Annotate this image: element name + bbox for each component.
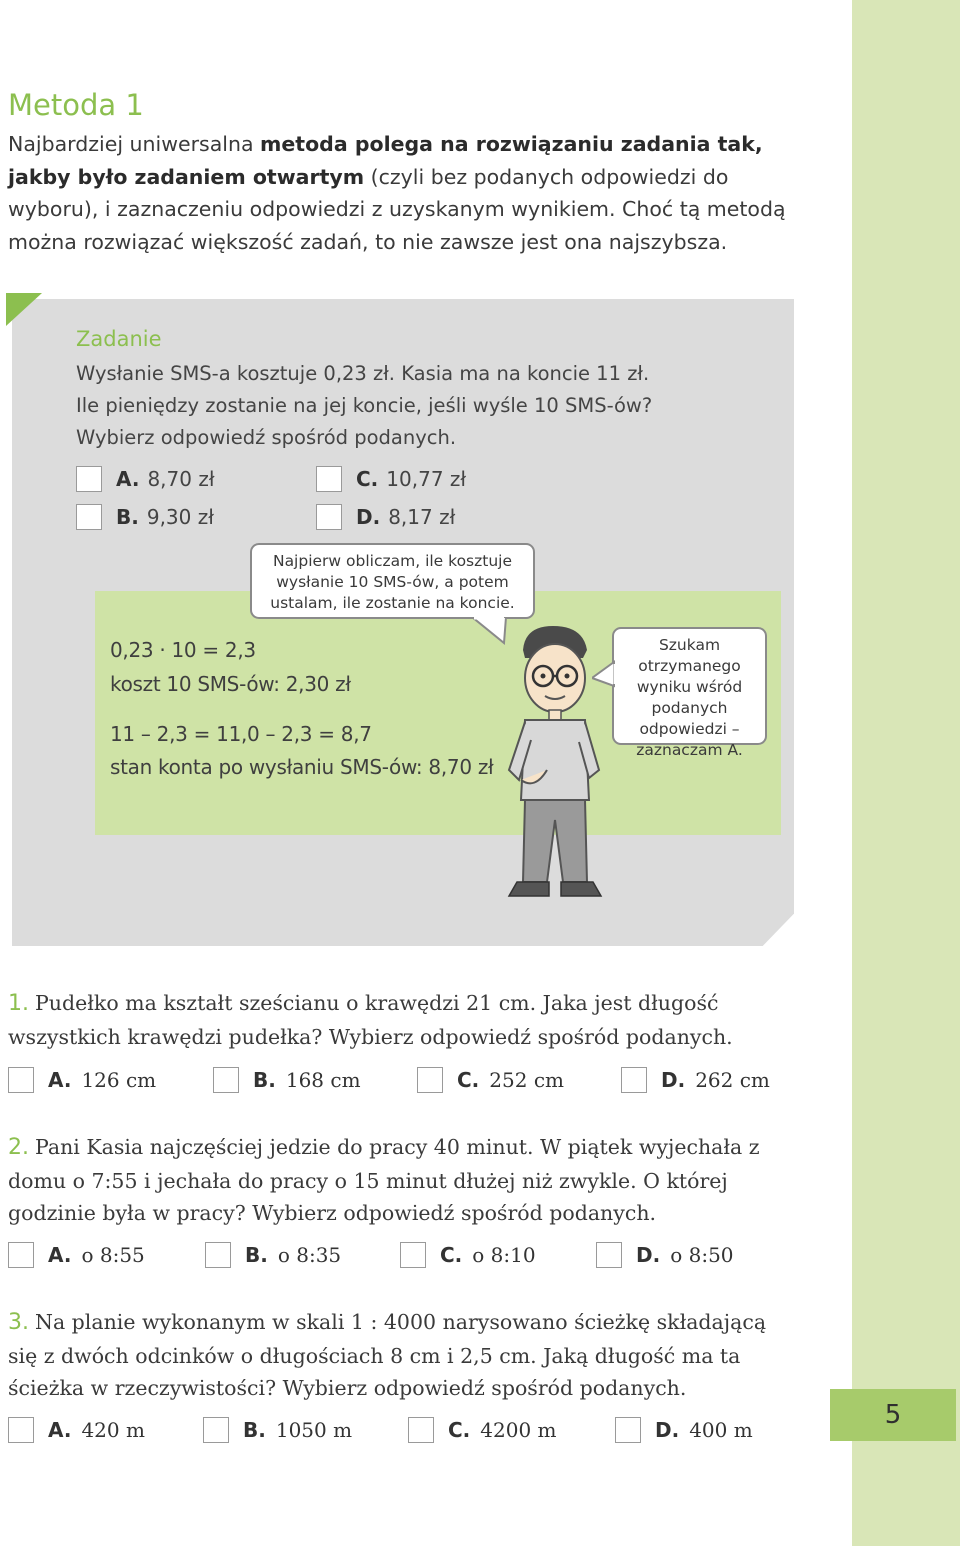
option-letter: D. [655,1418,680,1442]
question-3 [8,1306,794,1405]
checkbox[interactable] [76,466,102,492]
q3-option-c [408,1417,557,1443]
option-value: o 8:10 [472,1243,536,1267]
q1-option-c [417,1067,564,1093]
example-option-b [76,504,214,530]
checkbox[interactable] [417,1067,443,1093]
q3-option-d [615,1417,753,1443]
q2-option-b [205,1242,341,1268]
example-line-3: Wybierz odpowiedź spośród podanych. [76,426,457,449]
side-strip [852,0,960,1546]
option-letter: C. [448,1418,471,1442]
option-value: o 8:35 [277,1243,342,1267]
intro-text-2: (czyli bez podanych odpowiedzi do wyboru), i zaznaczeniu odpowiedzi z uzyskanym wynikiem. Choć tą metodą można rozwiązać większość zadań, to nie zawsze jest ona najszybsza. [8,164,786,254]
option-letter: A. [48,1418,72,1442]
example-option-d [316,504,455,530]
checkbox[interactable] [213,1067,239,1093]
question-1 [8,987,794,1053]
boy-illustration-icon [495,620,615,910]
option-letter: A. [48,1243,72,1267]
checkbox[interactable] [316,504,342,530]
option-letter: B. [116,505,139,529]
option-value: 4200 m [480,1418,557,1442]
option-value: 400 m [689,1418,753,1442]
option-letter: D. [356,505,381,529]
intro-paragraph [8,128,794,258]
option-value: 8,70 zł [147,467,215,491]
q2-option-d [596,1242,734,1268]
option-value: o 8:55 [81,1243,145,1267]
option-letter: D. [636,1243,661,1267]
option-letter: A. [116,467,140,491]
checkbox[interactable] [596,1242,622,1268]
section-title: Metoda 1 [8,88,144,122]
example-line-2: Ile pieniędzy zostanie na jej koncie, jeśli wyśle 10 SMS-ów? [76,394,653,417]
calc-line-3: 11 – 2,3 = 11,0 – 2,3 = 8,7 [110,722,372,746]
option-letter: C. [356,467,379,491]
question-number: 3. [8,1310,29,1335]
option-value: 252 cm [489,1068,564,1092]
checkbox[interactable] [8,1067,34,1093]
option-value: 9,30 zł [146,505,214,529]
option-value: 8,17 zł [388,505,456,529]
example-title: Zadanie [76,327,162,351]
q3-option-a [8,1417,145,1443]
checkbox[interactable] [615,1417,641,1443]
example-option-a [76,466,215,492]
checkbox[interactable] [203,1417,229,1443]
checkbox[interactable] [408,1417,434,1443]
checkbox[interactable] [316,466,342,492]
calc-line-1: 0,23 · 10 = 2,3 [110,638,256,662]
example-option-c [316,466,466,492]
speech-bubble-2: Szukam otrzymanego wyniku wśród podanych odpowiedzi – zaznaczam A. [612,627,767,745]
example-text [76,358,776,454]
option-value: 10,77 zł [386,467,467,491]
question-text: Pani Kasia najczęściej jedzie do pracy 40 minut. W piątek wyjechała z domu o 7:55 i jechała do pracy o 15 minut dłużej niż zwykle. O której godzinie była w pracy? Wybierz odpowiedź spośród podanych. [8,1135,760,1225]
q2-option-a [8,1242,145,1268]
checkbox[interactable] [76,504,102,530]
checkbox[interactable] [621,1067,647,1093]
option-letter: A. [48,1068,72,1092]
question-2 [8,1131,794,1230]
option-letter: C. [457,1068,480,1092]
q1-option-d [621,1067,770,1093]
option-letter: C. [440,1243,463,1267]
checkbox[interactable] [205,1242,231,1268]
q1-option-b [213,1067,361,1093]
option-value: 168 cm [285,1068,361,1092]
option-value: o 8:50 [670,1243,734,1267]
q2-option-c [400,1242,536,1268]
example-line-1: Wysłanie SMS-a kosztuje 0,23 zł. Kasia ma na koncie 11 zł. [76,362,650,385]
option-letter: B. [245,1243,268,1267]
checkbox[interactable] [400,1242,426,1268]
page-number: 5 [830,1389,956,1441]
calc-line-2: koszt 10 SMS-ów: 2,30 zł [110,672,351,696]
q1-option-a [8,1067,156,1093]
checkbox[interactable] [8,1242,34,1268]
option-letter: D. [661,1068,686,1092]
calc-line-4: stan konta po wysłaniu SMS-ów: 8,70 zł [110,755,494,779]
question-number: 1. [8,991,29,1016]
option-letter: B. [253,1068,276,1092]
option-value: 1050 m [275,1418,353,1442]
question-text: Pudełko ma kształt sześcianu o krawędzi 21 cm. Jaka jest długość wszystkich krawędzi pudełka? Wybierz odpowiedź spośród podanych. [8,991,733,1049]
speech-bubble-1: Najpierw obliczam, ile kosztuje wysłanie 10 SMS-ów, a potem ustalam, ile zostanie na koncie. [250,543,535,619]
checkbox[interactable] [8,1417,34,1443]
option-value: 420 m [81,1418,145,1442]
question-number: 2. [8,1135,29,1160]
question-text: Na planie wykonanym w skali 1 : 4000 narysowano ścieżkę składającą się z dwóch odcinków o długościach 8 cm i 2,5 cm. Jaką długość ma ta ścieżka w rzeczywistości? Wybierz odpowiedź spośród podanych. [8,1310,767,1400]
option-value: 126 cm [81,1068,157,1092]
intro-text-bold: metoda polega na rozwiązaniu zadania tak, jakby było zadaniem otwartym [8,132,763,189]
option-letter: B. [243,1418,266,1442]
option-value: 262 cm [695,1068,770,1092]
intro-text-1: Najbardziej uniwersalna [8,132,261,156]
q3-option-b [203,1417,352,1443]
